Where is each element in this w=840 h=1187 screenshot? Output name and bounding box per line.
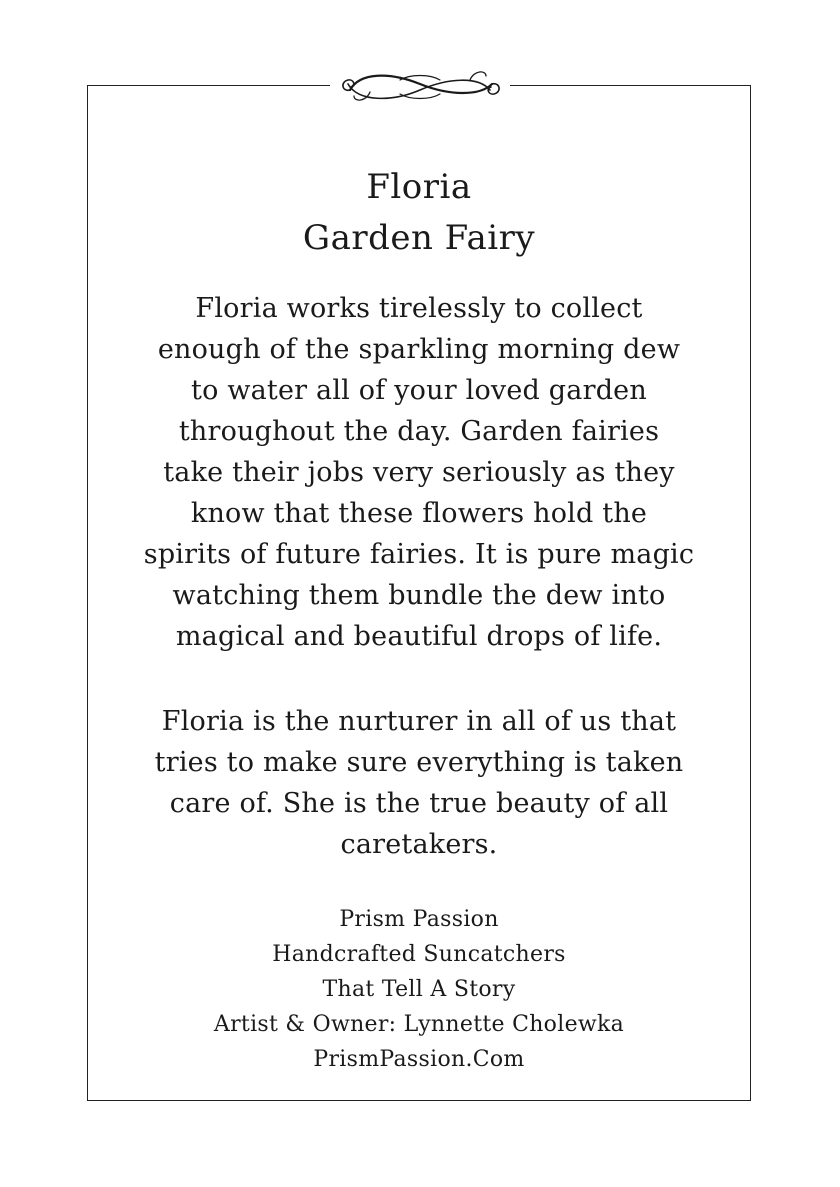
footer-credits [87,902,751,1077]
paragraph-line: to water all of your loved garden [191,375,647,406]
brand-name: Prism Passion [339,907,499,932]
description-paragraph-1 [87,288,751,657]
paragraph-line: enough of the sparkling morning dew [157,334,681,365]
artist-credit: Artist & Owner: Lynnette Cholewka [213,1012,625,1037]
paragraph-line: caretakers. [340,829,498,860]
brand-tagline: Handcrafted Suncatchers [272,942,566,967]
paragraph-line: take their jobs very seriously as they [163,457,675,488]
paragraph-line: throughout the day. Garden fairies [178,416,660,447]
paragraph-line: know that these flowers hold the [190,498,648,529]
paragraph-line: watching them bundle the dew into [172,580,666,611]
paragraph-line: magical and beautiful drops of life. [175,621,663,652]
paragraph-line: tries to make sure everything is taken [154,747,684,778]
fairy-subtitle: Garden Fairy [302,218,536,258]
fairy-name: Floria [366,167,472,207]
paragraph-line: Floria is the nurturer in all of us that [161,706,677,737]
website-text: PrismPassion.Com [313,1047,525,1072]
flourish-scroll-icon [330,62,510,110]
paragraph-line: Floria works tirelessly to collect [195,293,643,324]
paragraph-line: spirits of future fairies. It is pure magic [143,539,695,570]
paragraph-line: care of. She is the true beauty of all [169,788,669,819]
brand-tagline: That Tell A Story [322,977,516,1002]
description-paragraph-2 [87,701,751,865]
